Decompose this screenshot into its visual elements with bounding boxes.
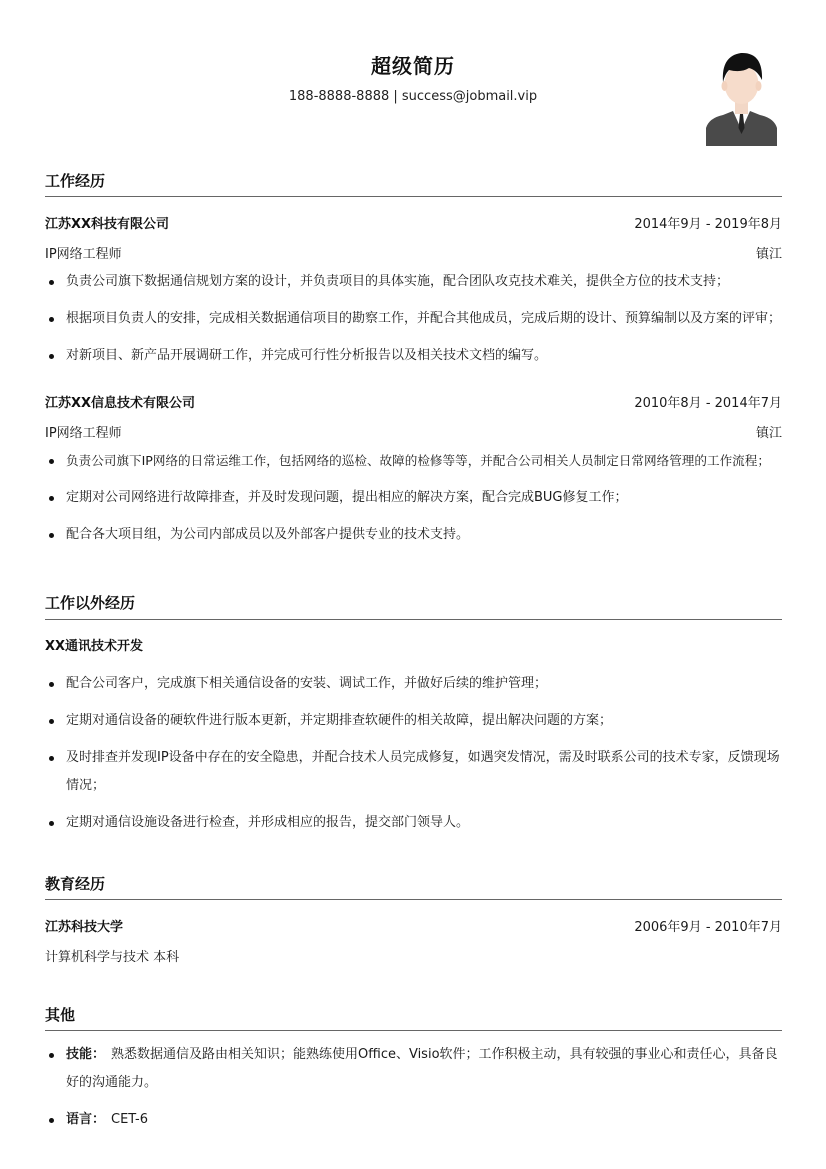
- company-name: 江苏XX科技有限公司: [45, 217, 170, 232]
- job-subheader: [45, 243, 782, 263]
- job-subheader: [45, 422, 782, 442]
- job-location: 镇江: [755, 247, 782, 262]
- section-title-education: 教育经历: [45, 875, 106, 893]
- section-title-other-work: 工作以外经历: [45, 594, 136, 612]
- list-item: 配合各大项目组，为公司内部成员以及外部客户提供专业的技术支持。: [45, 521, 782, 549]
- section-divider: [45, 1030, 782, 1031]
- company-name: 江苏XX信息技术有限公司: [45, 396, 196, 411]
- job-location: 镇江: [755, 426, 782, 441]
- language-label: 语言：: [66, 1112, 106, 1127]
- education-subheader: [45, 946, 782, 966]
- list-item: [45, 1106, 782, 1134]
- job-header: [45, 392, 782, 412]
- list-item: 根据项目负责人的安排，完成相关数据通信项目的勘察工作，并配合其他成员，完成后期的设计、预算编制以及方案的评审；: [45, 305, 782, 333]
- list-item: 定期对公司网络进行故障排查，并及时发现问题，提出相应的解决方案，配合完成BUG修复工作；: [45, 484, 782, 512]
- section-divider: [45, 619, 782, 620]
- section-title-misc: 其他: [45, 1006, 76, 1024]
- contact-info: 188-8888-8888 | success@jobmail.vip: [288, 89, 538, 104]
- education-major: 计算机科学与技术 本科: [45, 950, 180, 965]
- list-item: 定期对通信设备的硬软件进行版本更新，并定期排查软硬件的相关故障，提出解决问题的方案；: [45, 707, 782, 735]
- project-header: [45, 635, 782, 655]
- skills-label: 技能：: [66, 1047, 106, 1062]
- list-item: 负责公司旗下IP网络的日常运维工作，包括网络的巡检、故障的检修等等，并配合公司相关人员制定日常网络管理的工作流程；: [45, 447, 782, 475]
- job-header: [45, 213, 782, 233]
- job-bullets: [45, 447, 782, 549]
- list-item: [45, 1041, 782, 1097]
- job-period: 2010年8月 - 2014年7月: [634, 396, 782, 411]
- education-header: [45, 916, 782, 936]
- job-role: IP网络工程师: [45, 247, 122, 262]
- list-item: 定期对通信设施设备进行检查，并形成相应的报告，提交部门领导人。: [45, 809, 782, 837]
- section-divider: [45, 899, 782, 900]
- job-role: IP网络工程师: [45, 426, 122, 441]
- language-text: CET-6: [111, 1112, 149, 1127]
- misc-bullets: [45, 1041, 782, 1134]
- project-bullets: [45, 670, 782, 837]
- list-item: 及时排查并发现IP设备中存在的安全隐患，并配合技术人员完成修复，如遇突发情况，需及时联系公司的技术专家，反馈现场情况；: [45, 744, 782, 800]
- list-item: 配合公司客户，完成旗下相关通信设备的安装、调试工作，并做好后续的维护管理；: [45, 670, 782, 698]
- resume-title: 超级简历: [371, 54, 455, 78]
- section-title-work: 工作经历: [45, 172, 106, 190]
- job-bullets: [45, 268, 782, 370]
- job-period: 2014年9月 - 2019年8月: [634, 217, 782, 232]
- school-name: 江苏科技大学: [45, 920, 124, 935]
- section-divider: [45, 196, 782, 197]
- education-period: 2006年9月 - 2010年7月: [634, 920, 782, 935]
- avatar: [705, 46, 778, 146]
- list-item: 负责公司旗下数据通信规划方案的设计，并负责项目的具体实施，配合团队攻克技术难关，提供全方位的技术支持；: [45, 268, 782, 296]
- list-item: 对新项目、新产品开展调研工作，并完成可行性分析报告以及相关技术文档的编写。: [45, 342, 782, 370]
- skills-text: 熟悉数据通信及路由相关知识；能熟练使用Office、Visio软件；工作积极主动，具有较强的事业心和责任心，具备良好的沟通能力。: [66, 1047, 778, 1090]
- project-name: XX通讯技术开发: [45, 639, 144, 654]
